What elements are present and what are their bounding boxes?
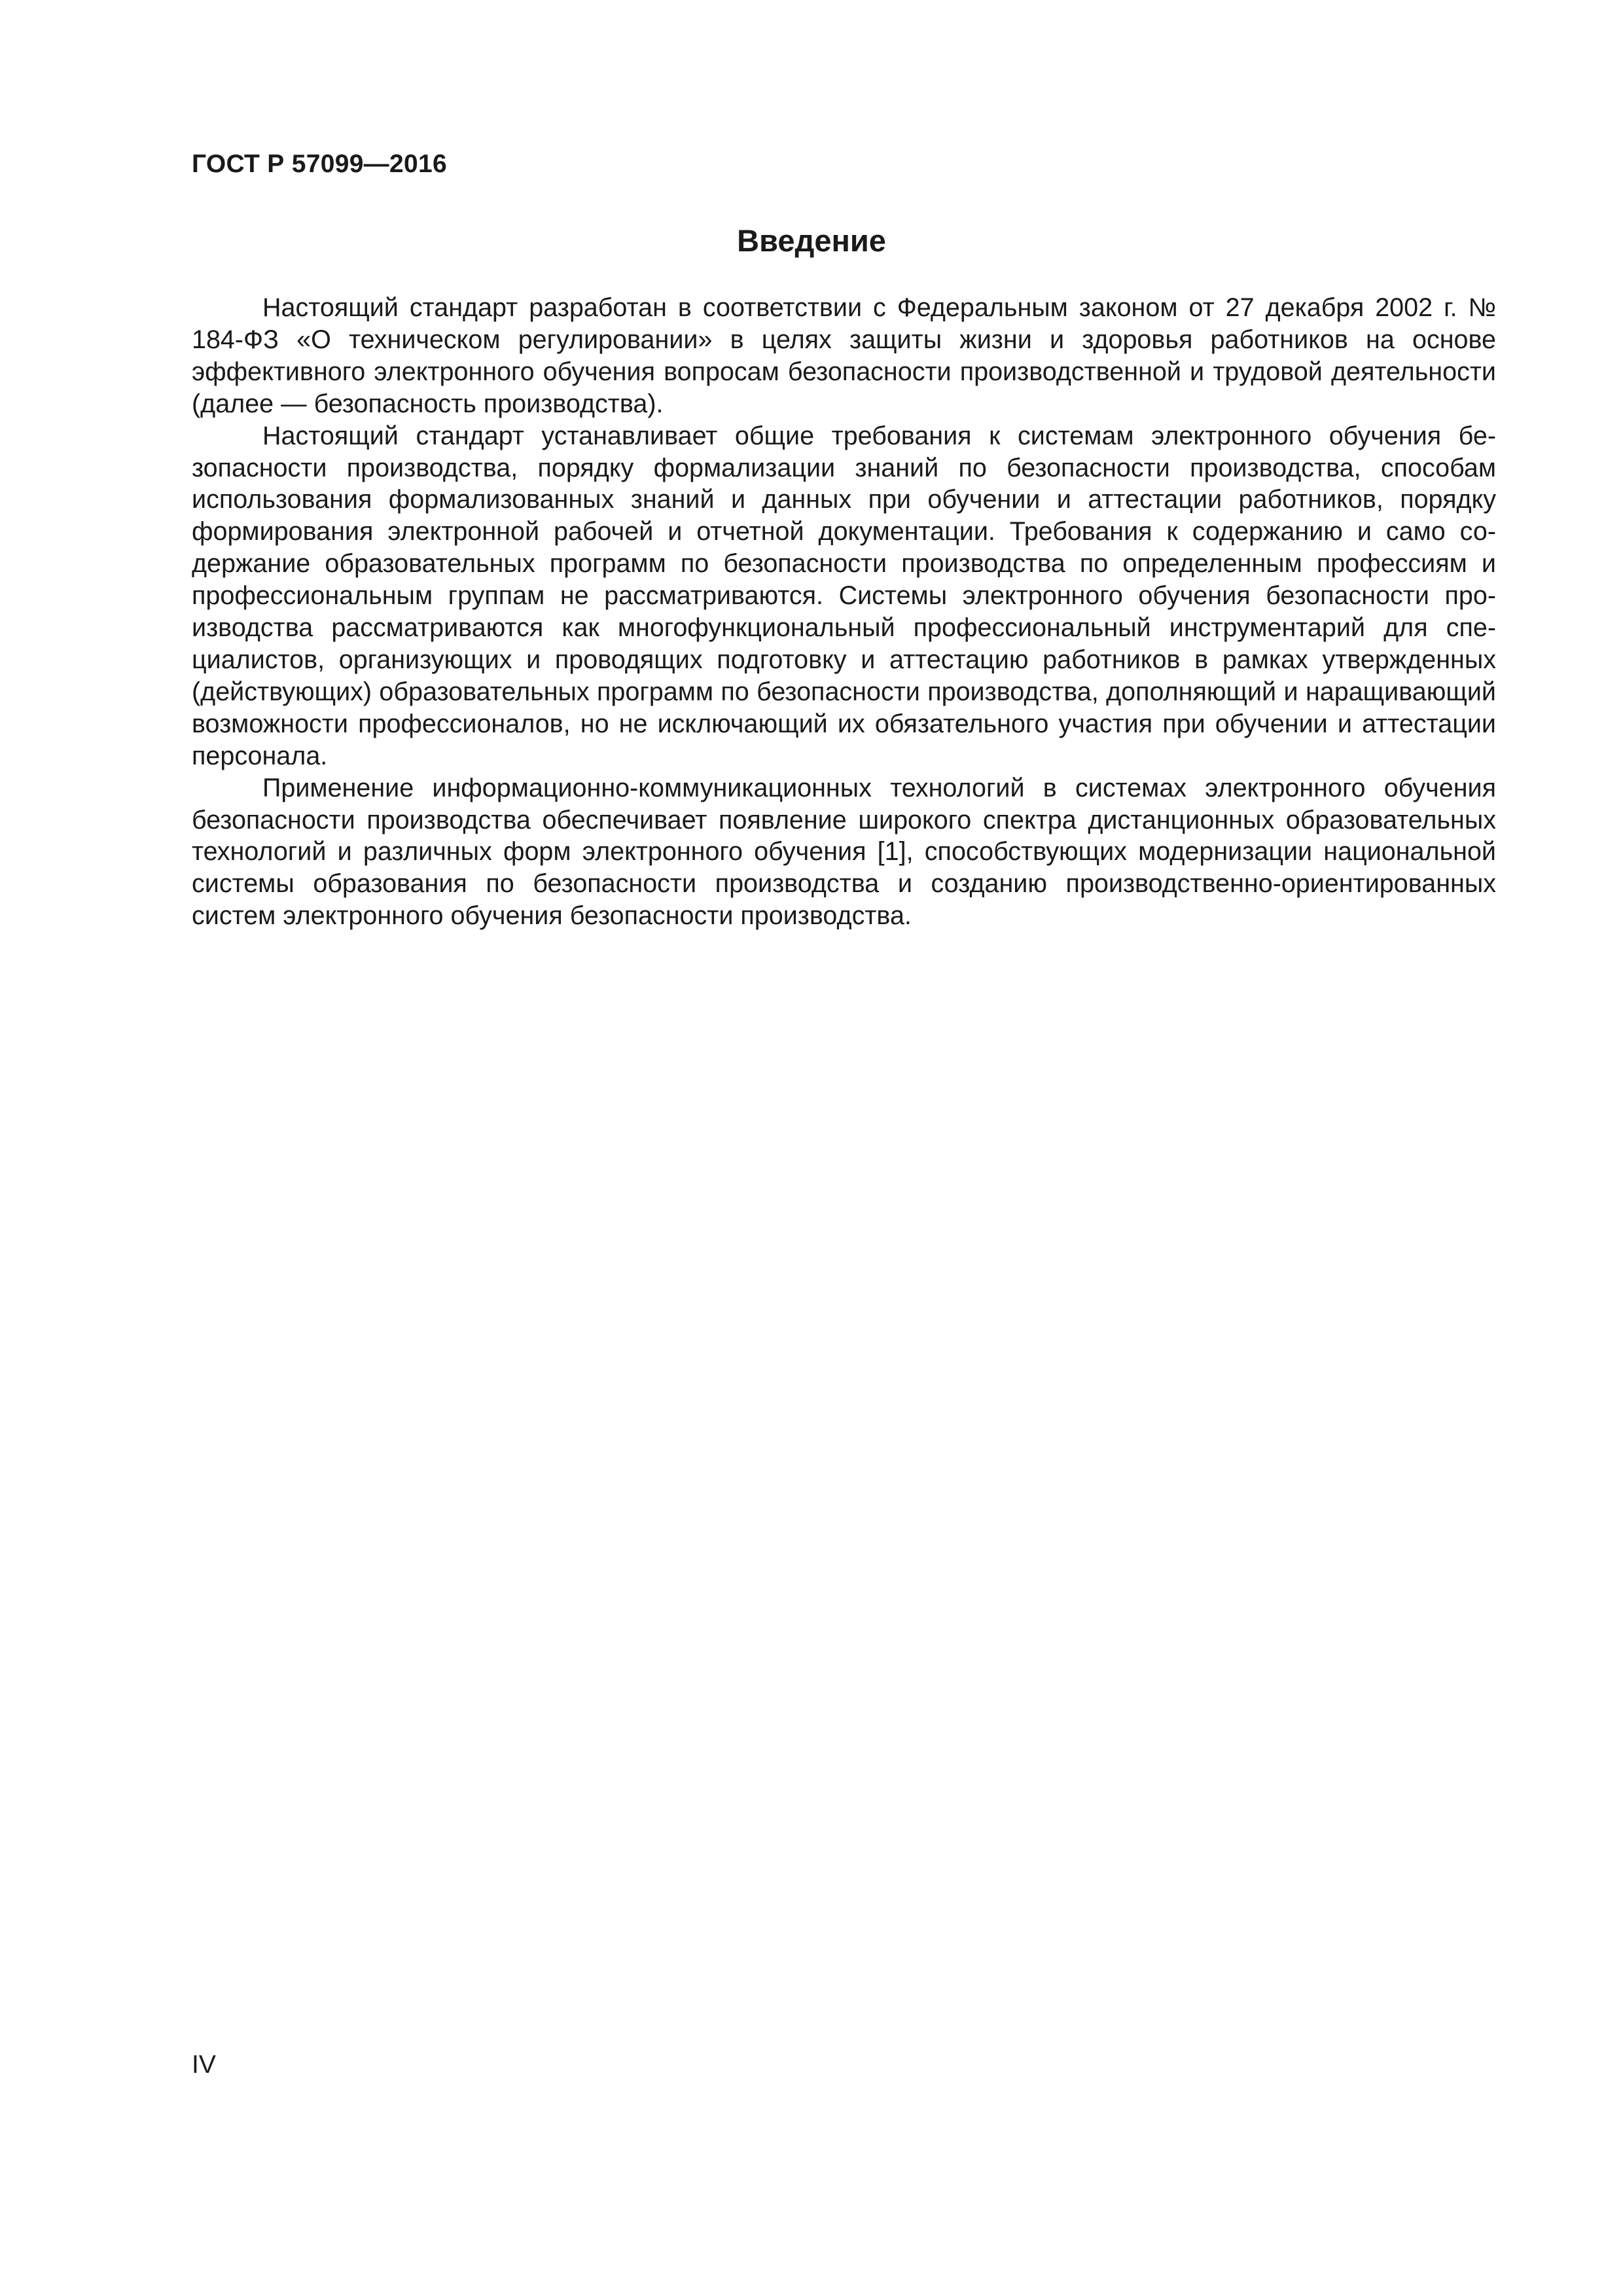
page-number: IV — [192, 2051, 216, 2079]
body-text — [192, 292, 1496, 932]
paragraph-2: Настоящий стандарт устанавливает общие требования к системам электронного обучения безопасности производства, порядку формализации знаний по безопасности производства, способам использования формализованных знаний и данных при обучении и аттестации работников, порядку формирования электронной рабочей и отчетной документации. Требования к содержанию и само содержание образовательных программ по безопасности производства по определенным профессиям и профессиональным группам не рассматриваются. Системы электронного обучения безопасности производства рассматриваются как многофункциональный профессиональный инструментарий для специалистов, организующих и проводящих подготовку и аттестацию работников в рамках утвержденных (действующих) образовательных программ по безопасности производства, дополняющий и наращивающий возможности профессионалов, но не исключающий их обязательного участия при обучении и аттестации персонала. — [192, 421, 1496, 770]
document-code: ГОСТ Р 57099—2016 — [192, 150, 447, 178]
section-title: Введение — [737, 223, 886, 258]
paragraph-3: Применение информационно-коммуникационных технологий в системах электронного обучения безопасности производства обеспечивает появление широкого спектра дистанционных образовательных технологий и различных форм электронного обучения [1], способствующих модернизации национальной системы образования по безопасности производства и созданию производственно-ориентированных систем электронного обучения безопасности производства. — [192, 773, 1496, 931]
paragraph-1: Настоящий стандарт разработан в соответствии с Федеральным законом от 27 декабря 2002 г. № 184-ФЗ «О техническом регулировании» в целях защиты жизни и здоровья работников на основе эффективного электронного обучения вопросам безопасности производственной и трудовой деятельности (далее — безопасность производства). — [192, 293, 1496, 418]
